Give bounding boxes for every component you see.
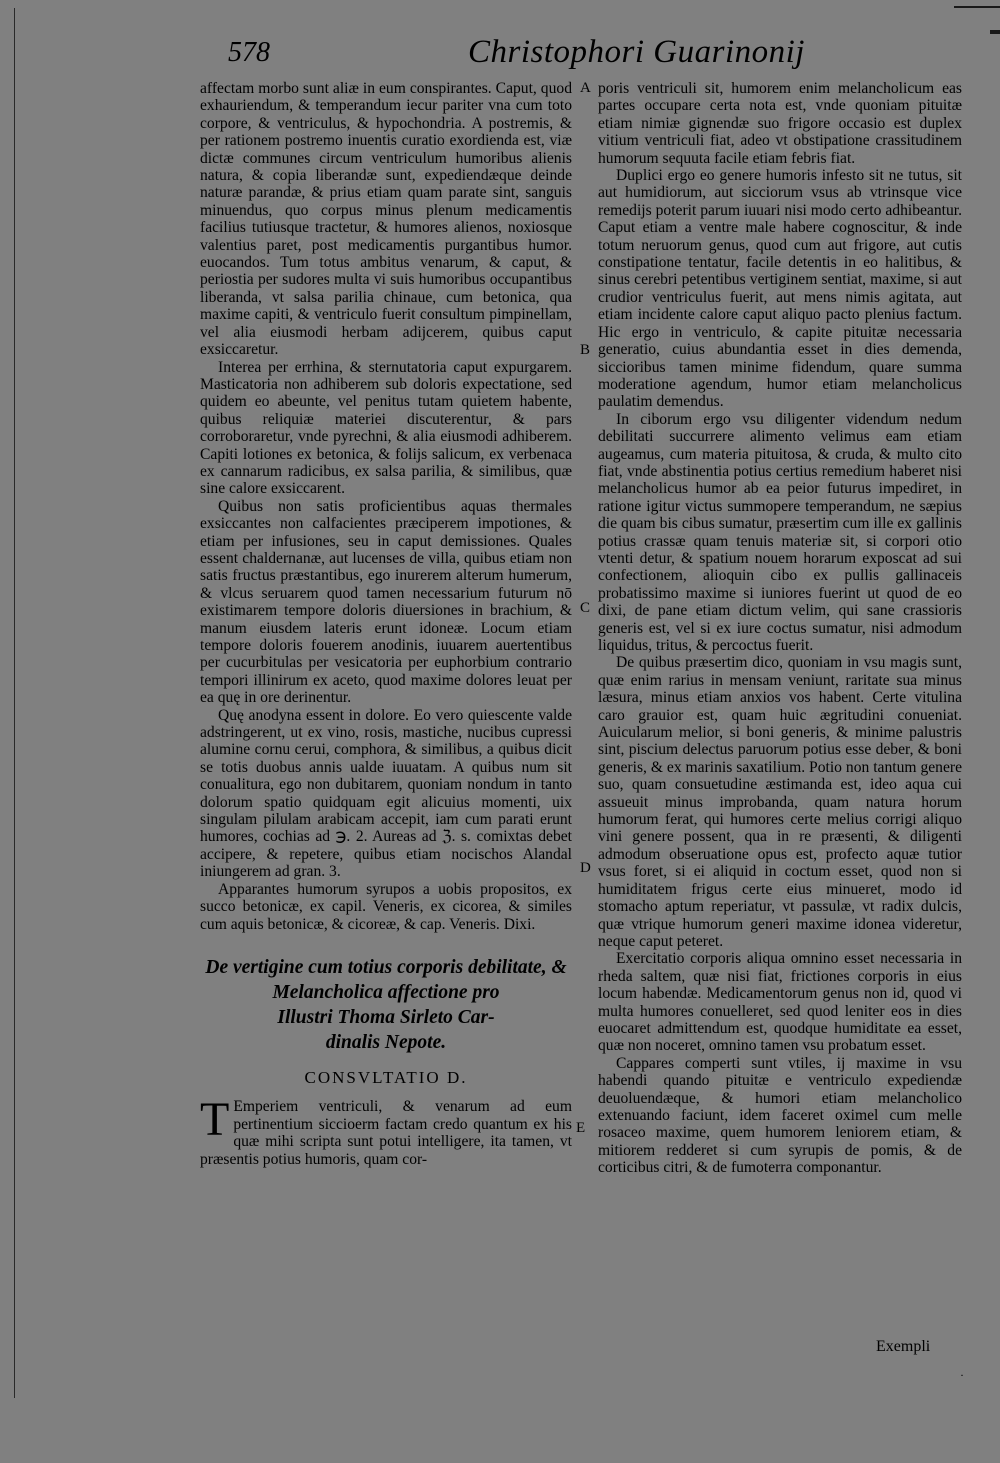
margin-letter-a: A (580, 80, 591, 96)
scan-mark-small (990, 30, 1000, 34)
catchword: Exempli (876, 1338, 931, 1355)
paragraph: Exercitatio corporis aliqua omnino esset necessaria in rheda saltem, quæ nisi fiat, frictiones corporis in eius locum habendæ. Medicamentorum genus non id, quod vi multa humores conuelleret, sed quod leniter eos in dies euocaret admittendum est, quodque humiditate ea esset, quæ non noceret, omnino tamen vsu probatum esset. (598, 950, 962, 1055)
paragraph: De quibus præsertim dico, quoniam in vsu magis sunt, quæ enim rarius in mensam veniunt, raritate sua minus læsura, minus etiam anxios vos habent. Certe vitulina caro grauior est, quam huic ægritudini conueniat. Auicularum melior, si boni generis, & minime palustris sint, piscium delectus paruorum potius esse deber, & boni generis, & ex marinis saxatilium. Potio non tantum genere suo, quam consuetudine æstimanda est, ideo aqua cui assueuit minus improbanda, quam natura horum humorum ferat, qui humores certe melius corrigi aliquo vini genere possent, qua in re præsenti, & diligenti admodum obseruatione opus est, profecto aquæ tutior vsus foret, si ei aliquid in coctum esset, quod non si humiditatem frigus certe eius minueret, modo id stomacho aptum reperiatur, vt passulæ, vt radix dulcis, quæ vtrique humorum generi maxime idonea videretur, neque caput peteret. (598, 654, 962, 950)
drop-initial: T (200, 1093, 230, 1147)
heading-line: Illustri Thoma Sirleto Car- (277, 1006, 495, 1028)
paragraph: Duplici ergo eo genere humoris infesto sit ne tutus, sit aut humidiorum, aut sicciorum vsus ab vtrinsque vice remedijs poterit parum iuuari nisi modo certo adhibeantur. Caput etiam a ventre male habere cognoscitur, & inde totum neruorum genus, quod cum aut frigore, aut cutis constipatione tentatur, facile detentis in eo halitibus, & sinus cerebri petentibus vertiginem sentiat, maxime, si aut crudior ventriculus fuerit, aut mens nimis agitata, aut etiam incidente calore caput aliquo pacto plenius factum. Hic ergo in ventriculo, & capite pituitæ necessaria generatio, cuius abundantia esset in dies demenda, siccioribus tamen minime fidendum, quare summa moderatione agendum, humor etiam melancholicus paulatim demendus. (598, 167, 962, 411)
left-column (200, 80, 572, 1168)
paragraph: poris ventriculi sit, humorem enim melancholicum eas partes occupare certa nota est, vnde quoniam pituitæ etiam nimiæ gignendæ suo frigore occasio est duplex vitium ventriculi fiat, adeo vt obstipatione crassitudinem humorum sequuta facile etiam febris fiat. (598, 80, 962, 167)
opening-paragraph (200, 1093, 572, 1168)
right-column (598, 80, 962, 1177)
heading-line: De vertigine cum totius corporis debilitate, & Melancholica affectione pro (205, 956, 567, 1003)
ink-mark: · (960, 1368, 964, 1382)
page-edge-rule (14, 8, 15, 1398)
paragraph: Interea per errhina, & sternutatoria caput expurgarem. Masticatoria non adhiberem sub doloris expectatione, sed quidem eo abeunte, vel penitus tutam quietem habente, quibus reliquiæ materiei discuterentur, & pars corroboraretur, vnde pyrechni, & alia eiusmodi adhiberem. Capiti lotiones ex betonica, & folijs salicum, ex verbenaca ex cannarum radicibus, ex salsa parilia, & similibus, quæ sine calore exsiccarent. (200, 358, 572, 498)
paragraph: In ciborum ergo vsu diligenter videndum nedum debilitati succurrere alimento velimus eam etiam augeamus, cum materia pituitosa, & cruda, & multo cito fiat, vnde abstinentia potius certius remedium haberet nisi melancholicus humor ab ea peior futurus impediret, in ratione igitur victus summopere temperandum, ne sæpius die quam bis cibus sumatur, præsertim cum ille ex gallinis potius crassæ quam tenuis materiæ sit, si corpori otio vtenti detur, & spatium nouem horarum exposcat ad sui confectionem, alioquin cibo ex pullis gallinaceis probatissimo maxime si iuniores fuerint ut quod de eo dixi, de pane etiam dictum velim, qui sane crassioris generis est, vel si ex iure coctus sumatur, nisi admodum liquidus, tritus, & percoctus fuerit. (598, 410, 962, 654)
paragraph: Apparantes humorum syrupos a uobis propositos, ex succo betonicæ, ex capil. Veneris, ex cicorea, & similes cum aquis betonicæ, & cicoreæ, & cap. Veneris. Dixi. (200, 880, 572, 933)
consultation-title: CONSVLTATIO D. (304, 1067, 468, 1087)
margin-letter-c: C (580, 600, 591, 616)
paragraph: Quibus non satis proficientibus aquas thermales exsiccantes non calfacientes præciperem impotiones, & etiam per infusiones, seu in caput demissiones. Quales essent chaldernanæ, aut lucenses de villa, quibus etiam non satis fructus præstantibus, ego inurerem alterum humerum, & vlcus seruarem quod tamen necessarium futurum nō existimarem tempore doloris diuersiones in brachium, & manum eiusdem lateris erunt idoneæ. Locum etiam tempore doloris fouerem anodinis, iuuarem auertentibus per cucurbitulas per vesicatoria per euphorbium contrario tempori illinirum ex aceto, quod maxime dolores leuat per ea quę in ore derinentur. (200, 497, 572, 707)
heading-line: dinalis Nepote. (325, 1031, 447, 1053)
paragraph: Cappares comperti sunt vtiles, ij maxime in vsu habendi quando pituitæ e ventriculo expediendæ deuoluendæque, & humori etiam melancholico extenuando faciunt, idem faceret oximel cum melle rosaceo maxime, quem humorem leniorem etiam, & mitiorem redderet si cum syrupis de pomis, & de corticibus citri, & de fumoterra componantur. (598, 1054, 962, 1177)
section-heading (200, 955, 572, 1055)
margin-letter-e: E (576, 1120, 586, 1136)
scan-mark-top (954, 6, 1000, 8)
running-head: Christophori Guarinonij (468, 34, 805, 70)
paragraph: Quę anodyna essent in dolore. Eo vero quiescente valde adstringerent, ut ex vino, rosis, mastiche, nucibus cupressi alumine cornu cerui, comphora, & similibus, a quibus dicit se totis duobus annis ualde iuuatam. A quibus num sit conualitura, ego non dubitarem, quoniam nondum in tanto dolorum spatio quidquam egit alicuius momenti, uix singulam pilulam arabicam accepit, iam cum parati erunt humores, cochias ad ℈. 2. Aureas ad ℨ. s. comixtas debet accipere, & repetere, quibus etiam nocischos Alandal iniungerem ad gran. 3. (200, 706, 572, 881)
paragraph-text: Emperiem ventriculi, & venarum ad eum pertinentium siccioerm factam credo quantum ex his quæ mihi scripta sunt potui intelligere, ita tamen, vt præsentis potius humoris, quam cor- (200, 1098, 572, 1168)
page-number: 578 (228, 37, 270, 68)
margin-letter-d: D (580, 860, 591, 876)
paragraph: affectam morbo sunt aliæ in eum conspirantes. Caput, quod exhauriendum, & temperandum iecur pariter vna cum toto corpore, & ventriculus, & hypochondria. A postremis, & per rationem postremo inuentis curatio exordienda est, viæ dictæ communes circum ventriculum humoribus alienis natura, & copia liberandæ sunt, expediendæque deinde naturæ parandæ, & prius etiam quam parate sint, sanguis minuendus, quo corpus minus plenum medicamentis facilius tutiusque tractetur, & humores alienos, noxiosque valentius paret, post medicamentis purgantibus humor. euocandos. Tum totus ambitus venarum, & caput, & periostia per sudores multa vi suis humoribus occupantibus liberanda, vt salsa parilia chinaue, cum betonica, qua maxime capiti, & ventriculo fuerit consultum pimpinellam, vel alia eiusmodi herbam adijcerem, quibus caput exsiccaretur. (200, 80, 572, 359)
margin-letter-b: B (580, 342, 591, 358)
